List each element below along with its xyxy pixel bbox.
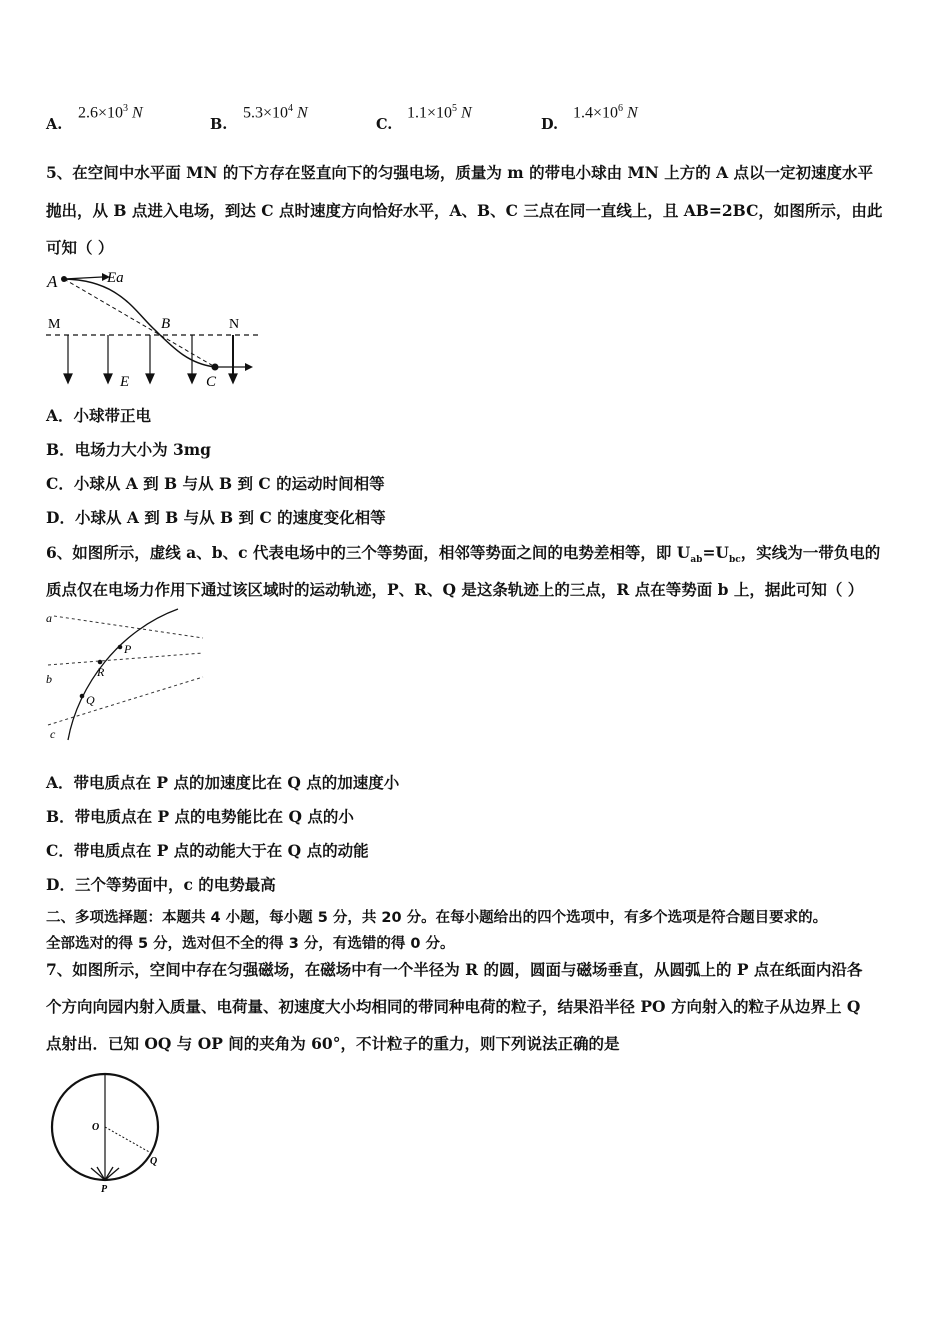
q6-stem-line-2: 质点仅在电场力作用下通过该区域时的运动轨迹，P、R、Q 是这条轨迹上的三点，R 点在等势面 b 上，据此可知（ ）: [46, 580, 864, 599]
q6-option-c: C．带电质点在 P 点的动能大于在 Q 点的动能: [46, 841, 369, 860]
q4-option-b-label: B.: [210, 116, 228, 133]
label-e: E: [120, 374, 130, 390]
label-c: C: [206, 374, 217, 390]
point-a-dot: [61, 276, 67, 282]
label-q: Q: [150, 1156, 158, 1167]
abc-straight-line: [64, 279, 215, 367]
section2-heading-line-1: 二、多项选择题：本题共 4 小题，每小题 5 分，共 20 分。在每小题给出的四个选项中，有多个选项是符合题目要求的。: [46, 910, 828, 926]
q7-figure: [45, 1065, 170, 1195]
label-b-surface: b: [46, 672, 52, 686]
equipotential-c: [48, 677, 203, 725]
q5-figure: [40, 262, 265, 392]
point-p-dot: [118, 645, 123, 650]
q6-figure: [40, 605, 215, 745]
q7-stem-line-1: 7、如图所示，空间中存在匀强磁场，在磁场中有一个半径为 R 的圆，圆面与磁场垂直，从圆弧上的 P 点在纸面内沿各: [46, 960, 863, 979]
label-o: O: [92, 1122, 100, 1133]
q5-stem-line-1: 5、在空间中水平面 MN 的下方存在竖直向下的匀强电场，质量为 m 的带电小球由 MN 上方的 A 点以一定初速度水平: [46, 163, 874, 182]
label-m: M: [48, 317, 61, 332]
q5-stem-line-2: 抛出，从 B 点进入电场，到达 C 点时速度方向恰好水平，A、B、C 三点在同一直线上，且 AB=2BC，如图所示，由此: [46, 201, 883, 220]
q4-option-a-value: $2.6\times 10^3$ N: [78, 103, 143, 122]
q6-option-d: D．三个等势面中，c 的电势最高: [46, 875, 276, 894]
q4-option-a-label: A.: [46, 116, 63, 133]
q7-stem-line-2: 个方向向园内射入质量、电荷量、初速度大小均相同的带同种电荷的粒子，结果沿半径 PO 方向射入的粒子从边界上 Q: [46, 997, 861, 1016]
initial-velocity-arrow: [64, 277, 102, 279]
label-n: N: [229, 317, 240, 332]
particle-trajectory: [68, 609, 178, 740]
label-a-surface: a: [46, 611, 52, 625]
label-a: A: [47, 272, 58, 291]
q4-option-c-label: C.: [376, 116, 393, 133]
q6-stem-line-1: 6、如图所示，虚线 a、b、c 代表电场中的三个等势面，相邻等势面之间的电势差相等，即 $U_{ab}=U_{bc}$，实线为一带负电的: [46, 543, 881, 566]
q4-option-d-label: D.: [541, 116, 559, 133]
q5-option-c: C．小球从 A 到 B 与从 B 到 C 的运动时间相等: [46, 474, 385, 493]
label-r: R: [97, 665, 105, 679]
q4-option-b-value: $5.3\times 10^4$ N: [243, 103, 308, 122]
label-q: Q: [86, 693, 95, 707]
q5-option-b: B．电场力大小为 3mg: [46, 440, 212, 459]
q4-option-c-value: $1.1\times 10^5$ N: [407, 103, 472, 122]
label-b: B: [161, 316, 171, 332]
equipotential-a: [54, 616, 203, 638]
point-r-dot: [98, 660, 103, 665]
q5-option-d: D．小球从 A 到 B 与从 B 到 C 的速度变化相等: [46, 508, 386, 527]
q6-option-a: A．带电质点在 P 点的加速度比在 Q 点的加速度小: [46, 773, 400, 792]
section2-heading-line-2: 全部选对的得 5 分，选对但不全的得 3 分，有选错的得 0 分。: [46, 936, 455, 952]
q5-stem-line-3: 可知（ ）: [46, 238, 114, 257]
q5-option-a: A．小球带正电: [46, 406, 152, 425]
label-ea: Ea: [107, 270, 124, 286]
point-c-dot: [212, 364, 219, 371]
radius-oq: [105, 1127, 151, 1153]
label-c-surface: c: [50, 727, 56, 741]
q4-option-d-value: $1.4\times 10^6$ N: [573, 103, 638, 122]
q6-option-b: B．带电质点在 P 点的电势能比在 Q 点的小: [46, 807, 354, 826]
label-p: P: [124, 642, 132, 656]
point-q-dot: [80, 694, 85, 699]
q7-stem-line-3: 点射出．已知 OQ 与 OP 间的夹角为 60°，不计粒子的重力，则下列说法正确的是: [46, 1034, 620, 1053]
label-p: P: [101, 1184, 108, 1195]
